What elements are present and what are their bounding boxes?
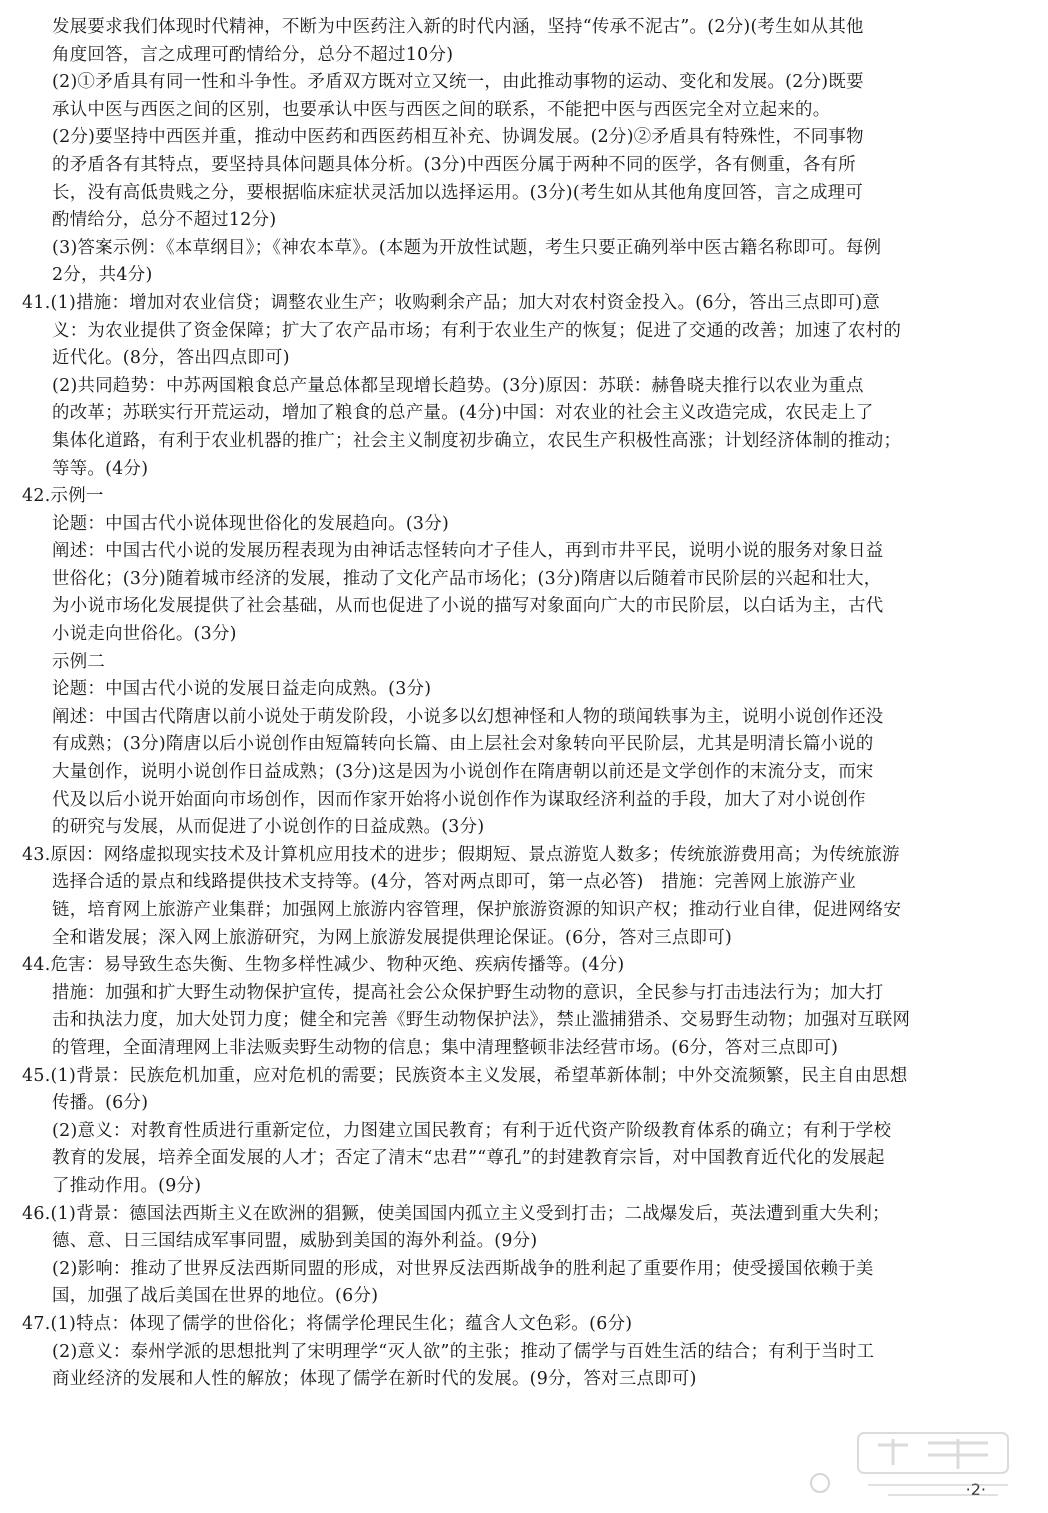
text-line: (2分)要坚持中西医并重，推动中医药和西医药相互补充、协调发展。(2分)②矛盾具有特殊性，不同事物	[52, 127, 864, 148]
text-line: 大量创作，说明小说创作日益成熟；(3分)这是因为小说创作在隋唐朝以前还是文学创作的末流分支，而宋	[52, 762, 874, 783]
text-line: 义：为农业提供了资金保障；扩大了农产品市场；有利于农业生产的恢复；促进了交通的改善；加速了农村的	[52, 320, 902, 341]
text-line: 45.(1)背景：民族危机加重，应对危机的需要；民族资本主义发展，希望革新体制；中外交流频繁，民主自由思想	[22, 1065, 908, 1086]
text-line: 发展要求我们体现时代精神，不断为中医药注入新的时代内涵，坚持“传承不泥古”。(2分)(考生如从其他	[52, 17, 864, 37]
text-line: 酌情给分，总分不超过12分)	[52, 210, 277, 231]
text-line: 商业经济的发展和人性的解放；体现了儒学在新时代的发展。(9分，答对三点即可)	[52, 1369, 697, 1390]
text-line: 的管理，全面清理网上非法贩卖野生动物的信息；集中清理整顿非法经营市场。(6分，答对三点即可)	[52, 1037, 839, 1058]
text-line: 选择合适的景点和线路提供技术支持等。(4分，答对两点即可，第一点必答) 措施：完善网上旅游产业	[52, 872, 856, 893]
text-line: (2)共同趋势：中苏两国粮食总产量总体都呈现增长趋势。(3分)原因：苏联：赫鲁晓夫推行以农业为重点	[52, 375, 864, 396]
text-line: (3)答案示例：《本草纲目》；《神农本草》。(本题为开放性试题，考生只要正确列举中医古籍名称即可。每例	[52, 237, 882, 258]
text-line: 世俗化；(3分)随着城市经济的发展，推动了文化产品市场化；(3分)隋唐以后随着市民阶层的兴起和壮大，	[52, 568, 882, 589]
text-line: 承认中医与西医之间的区别，也要承认中医与西医之间的联系，不能把中医与西医完全对立起来的。	[52, 99, 831, 120]
text-line: 教育的发展，培养全面发展的人才；否定了清末“忠君”“尊孔”的封建教育宗旨，对中国教育近代化的发展起	[52, 1148, 885, 1169]
text-line: 击和执法力度，加大处罚力度；健全和完善《野生动物保护法》，禁止滥捕猎杀、交易野生动物；加强对互联网	[52, 1010, 911, 1031]
text-line: 传播。(6分)	[52, 1093, 149, 1114]
text-line: 长，没有高低贵贱之分，要根据临床症状灵活加以选择运用。(3分)(考生如从其他角度回答，言之成理可	[52, 182, 864, 203]
text-line: 41.(1)措施：增加对农业信贷；调整农业生产；收购剩余产品；加大对农村资金投入。(6分，答出三点即可)意	[22, 292, 881, 313]
text-line: 小说走向世俗化。(3分)	[52, 624, 237, 645]
text-line: (2)意义：泰州学派的思想批判了宋明理学“灭人欲”的主张；推动了儒学与百姓生活的结合；有利于当时工	[52, 1341, 875, 1362]
text-line: 德、意、日三国结成军事同盟，威胁到美国的海外利益。(9分)	[52, 1231, 538, 1252]
page-number: ·2·	[965, 1480, 986, 1499]
text-line: 了推动作用。(9分)	[52, 1175, 202, 1196]
text-line: (2)影响：推动了世界反法西斯同盟的形成，对世界反法西斯战争的胜利起了重要作用；使受援国依赖于美	[52, 1258, 874, 1279]
text-line: 47.(1)特点：体现了儒学的世俗化；将儒学伦理民生化；蕴含人文色彩。(6分)	[22, 1313, 633, 1334]
text-line: 论题：中国古代小说体现世俗化的发展趋向。(3分)	[52, 513, 450, 534]
text-line: 43.原因：网络虚拟现实技术及计算机应用技术的进步；假期短、景点游览人数多；传统旅游费用高；为传统旅游	[22, 844, 900, 865]
text-line: 为小说市场化发展提供了社会基础，从而也促进了小说的描写对象面向广大的市民阶层，以白话为主，古代	[52, 596, 884, 617]
text-line: 集体化道路，有利于农业机器的推广；社会主义制度初步确立，农民生产积极性高涨；计划经济体制的推动；	[52, 430, 902, 451]
text-line: 措施：加强和扩大野生动物保护宣传，提高社会公众保护野生动物的意识，全民参与打击违法行为；加大打	[52, 982, 884, 1003]
text-line: 角度回答，言之成理可酌情给分，总分不超过10分)	[52, 44, 454, 65]
answer-document	[22, 14, 1002, 1394]
text-line: 46.(1)背景：德国法西斯主义在欧洲的猖獗，使美国国内孤立主义受到打击；二战爆发后，英法遭到重大失利；	[22, 1203, 890, 1224]
text-line: 代及以后小说开始面向市场创作，因而作家开始将小说创作作为谋取经济利益的手段，加大了对小说创作	[52, 789, 866, 810]
text-line: 42.示例一	[22, 486, 104, 507]
text-line: 的改革；苏联实行开荒运动，增加了粮食的总产量。(4分)中国：对农业的社会主义改造完成，农民走上了	[52, 403, 874, 424]
text-line: 2分，共4分)	[52, 265, 153, 286]
text-line: 阐述：中国古代小说的发展历程表现为由神话志怪转向才子佳人，再到市井平民，说明小说的服务对象日益	[52, 541, 884, 562]
watermark-logo	[798, 1425, 1028, 1505]
text-line: 链，培育网上旅游产业集群；加强网上旅游内容管理，保护旅游资源的知识产权；推动行业自律，促进网络安	[52, 900, 902, 920]
text-line: 的研究与发展，从而促进了小说创作的日益成熟。(3分)	[52, 817, 485, 838]
text-line: 论题：中国古代小说的发展日益走向成熟。(3分)	[52, 679, 432, 700]
text-line: 44.危害：易导致生态失衡、生物多样性减少、物种灭绝、疾病传播等。(4分)	[22, 955, 625, 976]
text-line: (2)①矛盾具有同一性和斗争性。矛盾双方既对立又统一，由此推动事物的运动、变化和发展。(2分)既要	[52, 72, 864, 93]
text-line: 近代化。(8分，答出四点即可)	[52, 348, 290, 369]
text-line: 阐述：中国古代隋唐以前小说处于萌发阶段，小说多以幻想神怪和人物的琐闻轶事为主，说明小说创作还没	[52, 706, 884, 727]
text-line: 有成熟；(3分)隋唐以后小说创作由短篇转向长篇、由上层社会对象转向平民阶层，尤其是明清长篇小说的	[52, 734, 874, 755]
text-line: 示例二	[52, 651, 106, 672]
text-line: 国，加强了战后美国在世界的地位。(6分)	[52, 1286, 379, 1307]
text-line: 全和谐发展；深入网上旅游研究，为网上旅游发展提供理论保证。(6分，答对三点即可)	[52, 927, 733, 948]
text-line: 等等。(4分)	[52, 458, 149, 479]
text-line: 的矛盾各有其特点，要坚持具体问题具体分析。(3分)中西医分属于两种不同的医学，各有侧重，各有所	[52, 154, 856, 175]
text-line: (2)意义：对教育性质进行重新定位，力图建立国民教育；有利于近代资产阶级教育体系的确立；有利于学校	[52, 1120, 892, 1141]
